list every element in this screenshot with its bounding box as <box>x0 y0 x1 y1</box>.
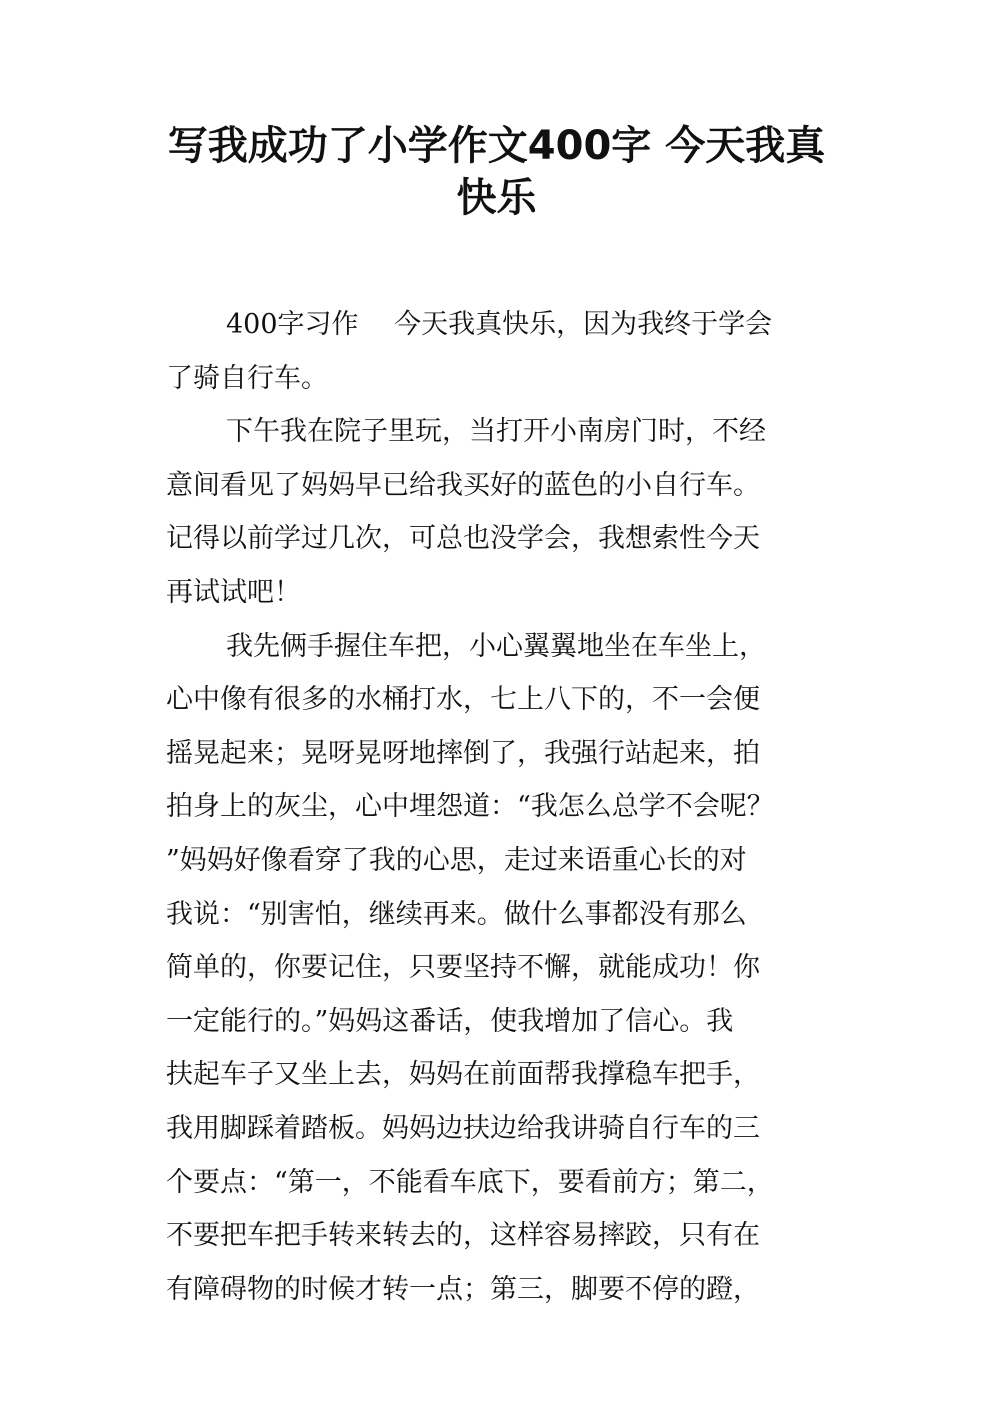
paragraph-3-line-2: 心中像有很多的水桶打水，七上八下的，不一会便 <box>166 684 760 716</box>
paragraph-3-line-13: 有障碍物的时候才转一点；第三，脚要不停的蹬， <box>166 1273 760 1305</box>
paragraph-2-line-1: 下午我在院子里玩，当打开小南房门时，不经 <box>226 416 766 448</box>
paragraph-1-line-1: 400字习作 今天我真快乐，因为我终于学会 <box>226 309 773 340</box>
paragraph-3-line-11: 个要点：“第一，不能看车底下，要看前方；第二， <box>166 1166 774 1198</box>
paragraph-3-line-12: 不要把车把手转来转去的，这样容易摔跤，只有在 <box>166 1220 760 1252</box>
paragraph-2-line-4: 再试试吧！ <box>166 576 301 608</box>
paragraph-3-line-4: 拍身上的灰尘，心中埋怨道：“我怎么总学不会呢？ <box>166 791 774 823</box>
paragraph-2-line-2: 意间看见了妈妈早已给我买好的蓝色的小自行车。 <box>166 469 760 501</box>
paragraph-3-line-5: ”妈妈好像看穿了我的心思，走过来语重心长的对 <box>166 844 747 876</box>
paragraph-3-line-7: 简单的，你要记住，只要坚持不懈，就能成功！你 <box>166 952 760 984</box>
paragraph-3-line-9: 扶起车子又坐上去，妈妈在前面帮我撑稳车把手， <box>166 1059 760 1091</box>
title-line-1: 写我成功了小学作文400字 今天我真 <box>167 123 826 169</box>
paragraph-3-line-8: 一定能行的。”妈妈这番话，使我增加了信心。我 <box>166 1005 734 1037</box>
essay-body <box>166 298 834 1316</box>
paragraph-3-line-1: 我先俩手握住车把，小心翼翼地坐在车坐上， <box>226 630 766 662</box>
paragraph-3-line-10: 我用脚踩着踏板。妈妈边扶边给我讲骑自行车的三 <box>166 1112 760 1144</box>
title-line-2: 快乐 <box>456 175 537 221</box>
document-title <box>120 120 873 224</box>
paragraph-2-line-3: 记得以前学过几次，可总也没学会，我想索性今天 <box>166 523 760 555</box>
paragraph-3-line-6: 我说：“别害怕，继续再来。做什么事都没有那么 <box>166 898 747 930</box>
paragraph-1-line-2: 了骑自行车。 <box>166 362 328 394</box>
paragraph-3-line-3: 摇晃起来；晃呀晃呀地摔倒了，我强行站起来，拍 <box>166 737 760 769</box>
